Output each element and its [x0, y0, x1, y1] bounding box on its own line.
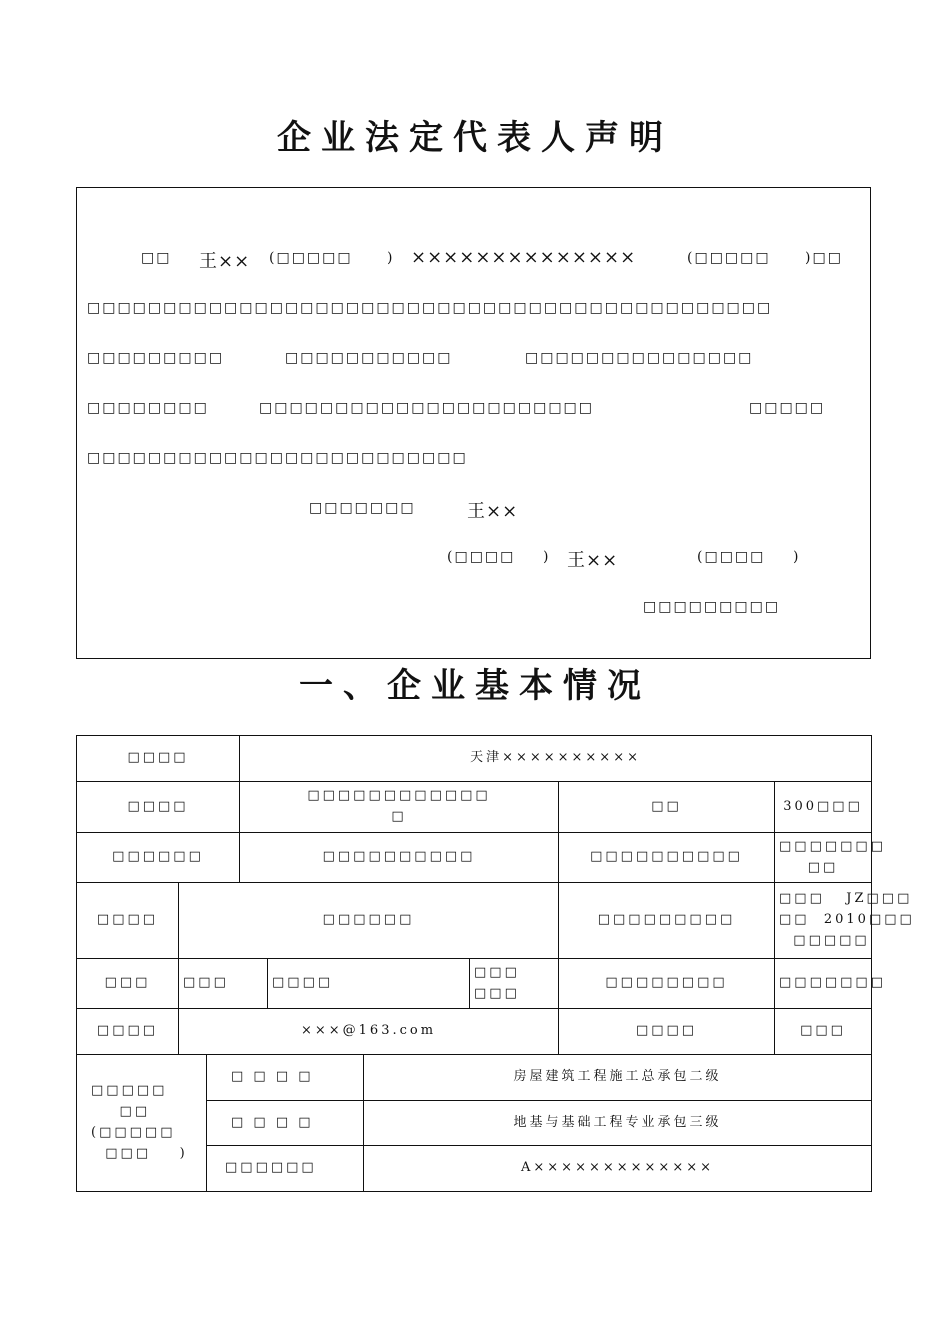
decl-line2: □□□□□□□□□□□□□□□□□□□□□□□□□□□□□□□□□□□□□□□□□□□□□	[87, 300, 773, 316]
company-info-table	[76, 735, 915, 1055]
label-additional-qualification: □ □ □ □	[207, 1101, 364, 1146]
decl-line1-prefix: □□	[141, 250, 172, 266]
decl-seal-close: )	[543, 549, 551, 565]
label-email: □□□□	[77, 1009, 179, 1055]
row-main-qualification	[77, 1055, 872, 1101]
value-qualification: □□□□□□	[179, 883, 559, 959]
decl-line3-b: □□□□□□□□□□□	[285, 350, 453, 366]
value-phone: □□□ □□□	[470, 959, 559, 1009]
value-certificate-number: A×××××××××××××	[364, 1146, 872, 1192]
decl-line5: □□□□□□□□□□□□□□□□□□□□□□□□□	[87, 450, 468, 466]
value-postcode: □□□	[775, 1009, 872, 1055]
row-contact	[77, 959, 872, 1009]
value-address: □□□□□□□□□□□□ □	[240, 782, 559, 833]
label-registration-2: □□□□□□□□□□	[559, 833, 775, 883]
value-contact: □□□	[179, 959, 268, 1009]
value-capital: 300□□□	[775, 782, 872, 833]
label-capital: □□	[559, 782, 775, 833]
declaration-title: 企业法定代表人声明	[277, 118, 673, 158]
row-registration	[77, 833, 872, 883]
row-email	[77, 1009, 872, 1055]
decl-line1-paren2: (□□□□□	[687, 250, 771, 266]
value-main-qualification: 房屋建筑工程施工总承包二级	[364, 1055, 872, 1101]
decl-stamp-close: )	[793, 549, 801, 565]
value-additional-qualification: 地基与基础工程专业承包三级	[364, 1101, 872, 1146]
decl-line1-company: ××××××××××××××	[411, 247, 637, 268]
decl-seal-name: 王××	[567, 550, 619, 571]
decl-line3-c: □□□□□□□□□□□□□□□	[525, 350, 754, 366]
value-email: ×××@163.com	[179, 1009, 559, 1055]
decl-line1-name: 王××	[199, 251, 251, 272]
value-fax: □□□□□□□	[775, 959, 872, 1009]
label-postcode: □□□□	[559, 1009, 775, 1055]
decl-line4-a: □□□□□□□□	[87, 400, 209, 416]
label-phone: □□□□	[268, 959, 470, 1009]
row-qualification	[77, 883, 872, 959]
qualification-table	[76, 1054, 872, 1192]
label-address: □□□□	[77, 782, 240, 833]
label-company-name: □□□□	[77, 736, 240, 782]
declaration-box	[76, 187, 871, 659]
info-title: 一、企业基本情况	[299, 666, 651, 706]
decl-seal-open: (□□□□	[447, 549, 516, 565]
label-main-qualification: □ □ □ □	[207, 1055, 364, 1101]
value-certificate: □□□ JZ□□□ □□ 2010□□□ □□□□□	[775, 883, 872, 959]
decl-line4-c: □□□□□	[749, 400, 826, 416]
value-company-name: 天津××××××××××	[240, 736, 872, 782]
label-qualification-group: □□□□□ □□ (□□□□□ □□□ )	[77, 1055, 207, 1192]
label-fax: □□□□□□□□	[559, 959, 775, 1009]
decl-stamp-open: (□□□□	[697, 549, 766, 565]
row-company-name	[77, 736, 872, 782]
label-certificate-number: □□□□□□	[207, 1146, 364, 1192]
decl-line1-paren1-close: )	[387, 250, 395, 266]
decl-sign-name: 王××	[467, 501, 519, 522]
decl-date: □□□□□□□□□	[643, 599, 781, 615]
label-contact: □□□	[77, 959, 179, 1009]
label-qualification: □□□□	[77, 883, 179, 959]
decl-line4-b: □□□□□□□□□□□□□□□□□□□□□□	[259, 400, 595, 416]
value-registration: □□□□□□□□□□	[240, 833, 559, 883]
row-address	[77, 782, 872, 833]
decl-line3-a: □□□□□□□□□	[87, 350, 225, 366]
decl-line1-paren2-close: )□□	[805, 250, 843, 266]
value-registration-2: □□□□□□□ □□	[775, 833, 872, 883]
decl-sign-label: □□□□□□□	[309, 500, 416, 516]
label-registration: □□□□□□	[77, 833, 240, 883]
label-certificate: □□□□□□□□□	[559, 883, 775, 959]
decl-line1-paren1: (□□□□□	[269, 250, 353, 266]
